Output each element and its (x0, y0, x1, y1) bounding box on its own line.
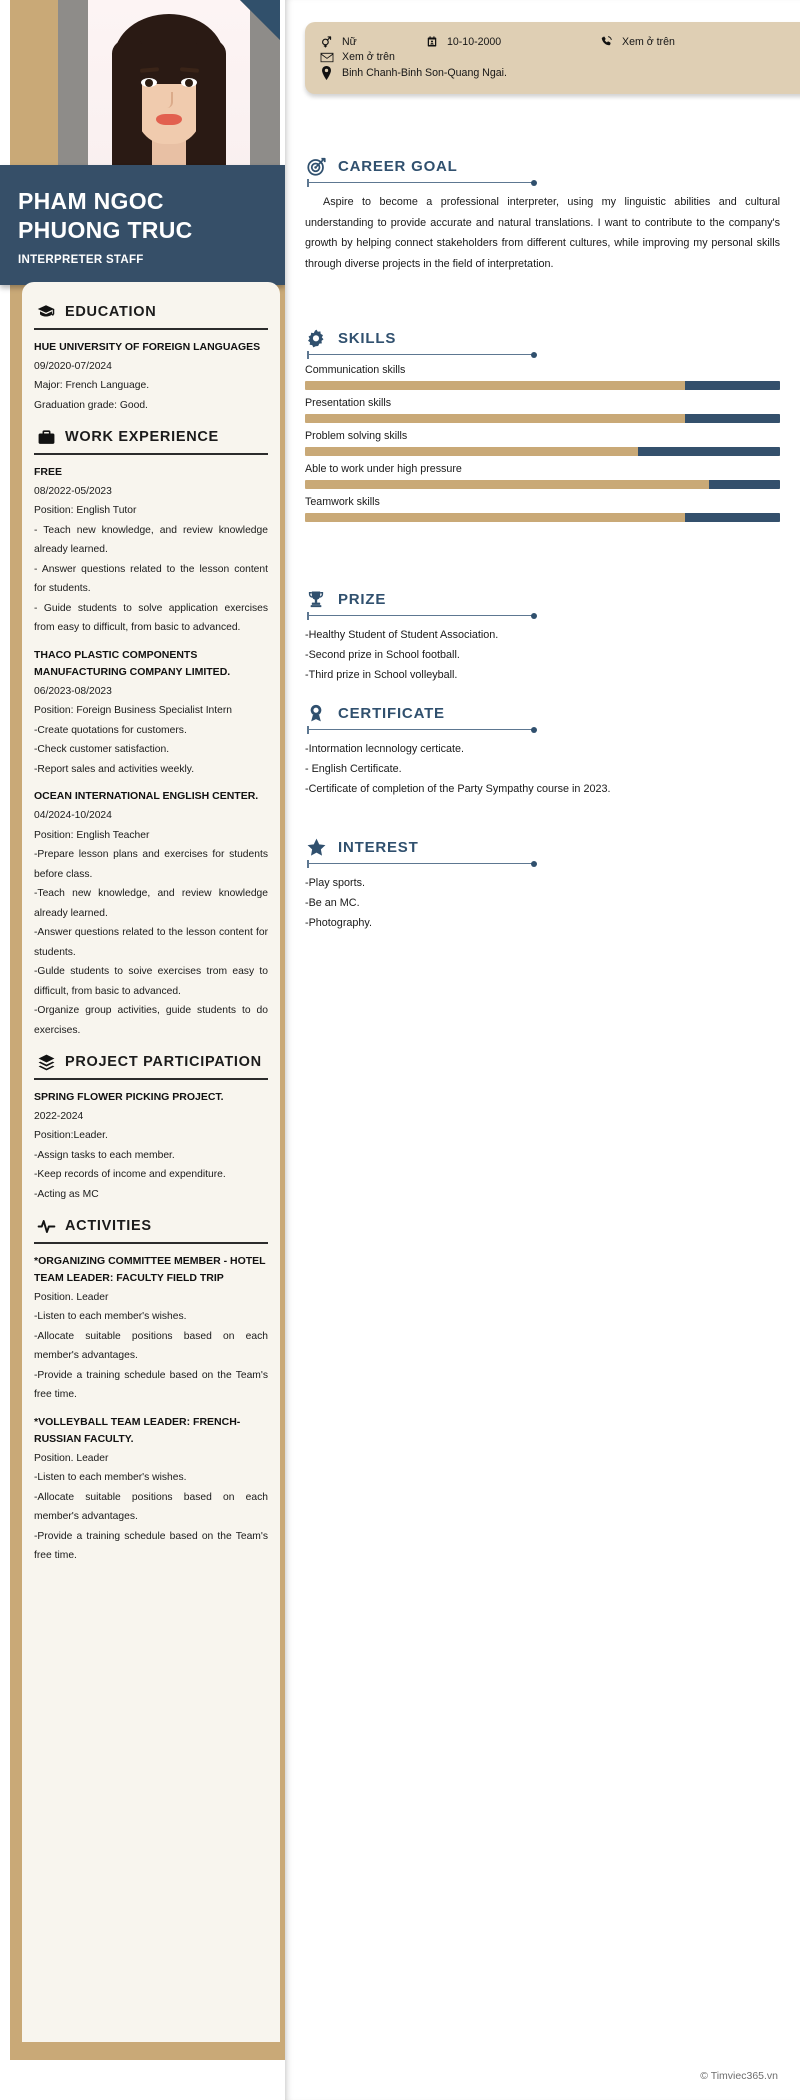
activity-entry (34, 1253, 268, 1405)
work-position: Position: English Tutor (34, 505, 137, 516)
project-name: SPRING FLOWER PICKING PROJECT. (34, 1090, 224, 1103)
skill-progress-fill (685, 513, 780, 522)
layers-icon (36, 1052, 56, 1072)
work-company: FREE (34, 465, 63, 478)
activity-bullet: -Provide a training schedule based on the Team's free time. (34, 1369, 268, 1400)
activity-bullet: -Listen to each member's wishes. (34, 1311, 187, 1322)
work-bullet: -Report sales and activities weekly. (34, 763, 195, 775)
section-interest (305, 836, 780, 933)
divider (307, 729, 535, 730)
work-entry (34, 647, 268, 780)
education-major: Major: French Language. (34, 380, 150, 391)
prize-item: -Healthy Student of Student Association. (305, 629, 499, 642)
left-column (0, 0, 285, 2100)
project-bullet: -Assign tasks to each member. (34, 1149, 175, 1161)
gender-icon (319, 35, 334, 48)
work-bullet: -Prepare lesson plans and exercises for students before class. (34, 849, 268, 880)
skill-progress-bar (305, 381, 780, 390)
section-education (34, 294, 268, 415)
divider (34, 1078, 268, 1080)
skill-item (305, 430, 780, 456)
skill-progress-bar (305, 447, 780, 456)
prize-item: -Third prize in School volleyball. (305, 669, 458, 682)
envelope-icon (319, 52, 334, 63)
skill-progress-bar (305, 513, 780, 522)
project-bullet: -Keep records of income and expenditure. (34, 1169, 226, 1180)
activity-pulse-icon (36, 1216, 56, 1236)
skill-progress-fill (638, 447, 781, 456)
skill-label: Problem solving skills (305, 430, 408, 443)
section-certificate (305, 702, 780, 799)
education-grade: Graduation grade: Good. (34, 399, 148, 411)
skill-progress-fill (709, 480, 780, 489)
work-bullet: -Check customer satisfaction. (34, 744, 170, 755)
education-institution: HUE UNIVERSITY OF FOREIGN LANGUAGES (34, 340, 261, 353)
divider (307, 354, 535, 355)
project-position: Position:Leader. (34, 1130, 108, 1141)
contact-birthdate-value: 10-10-2000 (447, 35, 502, 48)
section-title-career-goal: CAREER GOAL (338, 157, 458, 175)
section-skills (305, 327, 780, 529)
skill-item (305, 463, 780, 489)
name-banner (0, 165, 285, 285)
section-prize (305, 588, 780, 685)
work-entry (34, 464, 268, 638)
work-company: THACO PLASTIC COMPONENTS MANUFACTURING COMPANY LIMITED. (34, 648, 231, 678)
contact-gender-value: Nữ (342, 35, 357, 48)
target-icon (305, 155, 327, 177)
work-bullet: -Create quotations for customers. (34, 724, 187, 736)
work-dates: 04/2024-10/2024 (34, 810, 112, 821)
work-position: Position: Foreign Business Specialist Intern (34, 705, 233, 716)
section-title-certificate: CERTIFICATE (338, 704, 445, 722)
work-bullet: -Answer questions related to the lesson content for students. (34, 927, 268, 958)
contact-phone[interactable] (599, 35, 675, 48)
divider (34, 328, 268, 330)
activity-bullet: -Allocate suitable positions based on each member's advantages. (34, 1491, 268, 1522)
skill-progress-fill (685, 414, 780, 423)
contact-address (319, 66, 507, 80)
graduation-cap-icon (36, 302, 56, 322)
page-title: PHAM NGOC PHUONG TRUC (18, 188, 193, 243)
prize-item: -Second prize in School football. (305, 649, 460, 662)
star-icon (305, 836, 327, 858)
section-career-goal (305, 155, 780, 274)
contact-email[interactable] (319, 51, 395, 63)
education-entry (34, 339, 268, 416)
skill-progress-fill (685, 381, 780, 390)
divider (307, 615, 535, 616)
certificate-item: - English Certificate. (305, 763, 402, 776)
work-bullet: -Teach new knowledge, and review knowledge already learned. (34, 888, 268, 919)
contact-gender (319, 35, 424, 48)
skill-item (305, 364, 780, 390)
activity-position: Position. Leader (34, 1291, 109, 1303)
skill-progress-bar (305, 414, 780, 423)
section-work-experience (34, 419, 268, 1040)
corner-fold-navy (240, 0, 280, 40)
activity-name: *ORGANIZING COMMITTEE MEMBER - HOTEL TEAM LEADER: FACULTY FIELD TRIP (34, 1254, 266, 1284)
section-project-participation (34, 1044, 268, 1204)
location-pin-icon (319, 66, 334, 80)
contact-phone-value: Xem ở trên (622, 35, 675, 48)
certificate-item: -Certificate of completion of the Party Sympathy course in 2023. (305, 783, 611, 796)
activity-bullet: -Provide a training schedule based on the Team's free time. (34, 1530, 268, 1561)
section-activities (34, 1208, 268, 1566)
section-title-project-participation: PROJECT PARTICIPATION (65, 1054, 262, 1070)
skill-item (305, 496, 780, 522)
work-dates: 06/2023-08/2023 (34, 685, 112, 697)
education-dates: 09/2020-07/2024 (34, 360, 112, 372)
section-title-activities: ACTIVITIES (65, 1218, 152, 1234)
activity-bullet: -Listen to each member's wishes. (34, 1472, 187, 1483)
skill-label: Communication skills (305, 364, 406, 377)
left-content-card (22, 282, 280, 2042)
phone-icon (599, 35, 614, 48)
skill-item (305, 397, 780, 423)
skill-label: Presentation skills (305, 397, 392, 410)
interest-item: -Be an MC. (305, 897, 360, 910)
project-entry (34, 1089, 268, 1205)
trophy-icon (305, 588, 327, 610)
career-goal-text: Aspire to become a professional interpreter, using my linguistic abilities and cultural understanding to provide accurate and natural translations. I want to contribute to the company's growth by helping connect stakeholders from different cultures, while improving my personal skills through diverse projects in the field of interpretation. (305, 196, 780, 270)
work-position: Position: English Teacher (34, 829, 150, 841)
work-entry (34, 788, 268, 1040)
contact-email-value: Xem ở trên (342, 51, 395, 63)
job-role-subtitle: INTERPRETER STAFF (18, 254, 144, 266)
work-bullet: - Guide students to solve application exercises from easy to difficult, from basic to advanced. (34, 602, 268, 633)
divider (307, 863, 535, 864)
contact-info-box (305, 22, 800, 94)
work-bullet: -Organize group activities, guide students to do exercises. (34, 1005, 268, 1036)
skill-label: Able to work under high pressure (305, 463, 462, 476)
divider (34, 1242, 268, 1244)
section-title-interest: INTEREST (338, 838, 419, 856)
certificate-item: -Intormation lecnnology certicate. (305, 743, 465, 756)
section-title-skills: SKILLS (338, 329, 397, 347)
activity-bullet: -Allocate suitable positions based on each member's advantages. (34, 1330, 268, 1361)
gear-icon (305, 327, 327, 349)
work-company: OCEAN INTERNATIONAL ENGLISH CENTER. (34, 790, 259, 802)
calendar-icon (424, 35, 439, 48)
section-title-work-experience: WORK EXPERIENCE (65, 429, 219, 445)
activity-entry (34, 1414, 268, 1566)
work-dates: 08/2022-05/2023 (34, 485, 112, 497)
footer-credit: © Timviec365.vn (700, 2070, 778, 2082)
briefcase-icon (36, 427, 56, 447)
work-bullet: -Gulde students to soive exercises trom easy to difficult, from basic to advanced. (34, 966, 268, 997)
project-bullet: -Acting as MC (34, 1188, 99, 1200)
contact-birthdate (424, 35, 599, 48)
divider (307, 182, 535, 183)
interest-item: -Photography. (305, 917, 373, 930)
skill-progress-bar (305, 480, 780, 489)
award-badge-icon (305, 702, 327, 724)
work-bullet: - Teach new knowledge, and review knowledge already learned. (34, 524, 268, 555)
activity-position: Position. Leader (34, 1452, 109, 1464)
right-column (285, 0, 800, 2100)
section-title-prize: PRIZE (338, 590, 387, 608)
project-dates: 2022-2024 (34, 1110, 84, 1122)
work-bullet: - Answer questions related to the lesson content for students. (34, 563, 268, 594)
interest-item: -Play sports. (305, 877, 365, 890)
divider (34, 453, 268, 455)
contact-address-value: Binh Chanh-Binh Son-Quang Ngai. (342, 67, 507, 79)
activity-name: *VOLLEYBALL TEAM LEADER: FRENCH-RUSSIAN FACULTY. (34, 1415, 241, 1445)
skill-label: Teamwork skills (305, 496, 380, 509)
section-title-education: EDUCATION (65, 304, 157, 320)
